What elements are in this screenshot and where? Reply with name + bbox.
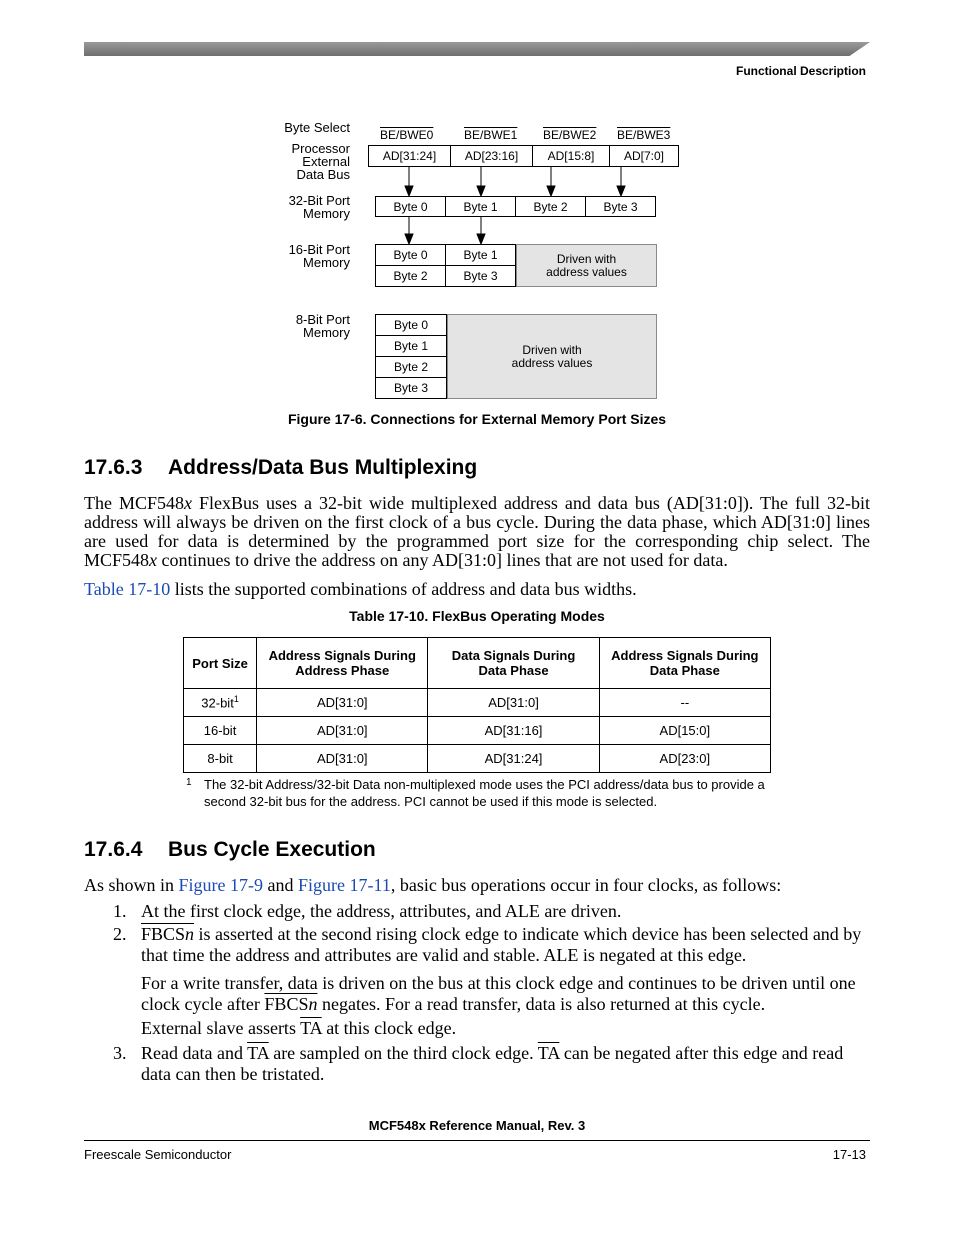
- section1-paragraph: The MCF548x FlexBus uses a 32-bit wide multiplexed address and data bus (AD[31:0]). The full 32-bit address will always be driven on the first clock of a bus cycle. During the data phase, which AD[31:0] lines are used for data is determined by the programmed port size for the corresponding chip select. The MCF548x continues to drive the address on any AD[31:0] lines that are not used for data.: [84, 493, 870, 570]
- step-1: 1. At the first clock edge, the address, attributes, and ALE are driven.: [113, 901, 622, 921]
- mem16-byte1: Byte 1: [445, 244, 516, 266]
- byte-select-label: Byte Select: [284, 120, 350, 135]
- port32-label: 32-Bit Port Memory: [288, 193, 350, 221]
- figure-17-11-link[interactable]: Figure 17-11: [298, 875, 391, 895]
- mem16-byte2: Byte 2: [375, 265, 446, 287]
- table-row: 16-bit AD[31:0] AD[31:16] AD[15:0]: [184, 717, 771, 745]
- bus-lane-15-8: AD[15:8]: [532, 145, 610, 167]
- mem8-byte2: Byte 2: [375, 356, 447, 378]
- table-row: 8-bit AD[31:0] AD[31:24] AD[23:0]: [184, 745, 771, 773]
- step-2: 2. $FBCS\overline{n}$ is asserted at the second rising clock edge to indicate which device has been selected and by that time the address and attributes are valid and stable. ALE is negated at this edge.: [113, 924, 862, 965]
- port16-label: 16-Bit Port Memory: [288, 242, 350, 270]
- header-port-size: Port Size: [184, 638, 257, 689]
- section-heading-17-6-3: 17.6.3 Address/Data Bus Multiplexing: [84, 456, 478, 479]
- table-header-row: [184, 638, 771, 689]
- mem16-driven-area: Driven with address values: [516, 244, 657, 287]
- mem8-byte3: Byte 3: [375, 377, 447, 399]
- port8-label: 8-Bit Port Memory: [295, 312, 350, 340]
- be-bwe3: BE/BWE3: [617, 128, 671, 142]
- mem32-byte1: Byte 1: [445, 196, 516, 217]
- header-data-data-phase: Data Signals During Data Phase: [428, 638, 599, 689]
- table-footnote: 1 The 32-bit Address/32-bit Data non-multiplexed mode uses the PCI address/data bus to provide a second 32-bit bus for the address. PCI cannot be used if this mode is selected.: [186, 777, 765, 809]
- mem8-driven-area: Driven with address values: [447, 314, 657, 399]
- mem32-byte0: Byte 0: [375, 196, 446, 217]
- header-addr-data-phase: Address Signals During Data Phase: [599, 638, 770, 689]
- mem16-byte3: Byte 3: [445, 265, 516, 287]
- port-size-diagram: [0, 0, 954, 410]
- figure-17-9-link[interactable]: Figure 17-9: [178, 875, 264, 895]
- mem32-byte2: Byte 2: [515, 196, 586, 217]
- section2-intro: As shown in Figure 17-9 and Figure 17-11, basic bus operations occur in four clocks, as follows:: [84, 875, 782, 895]
- mem8-byte1: Byte 1: [375, 335, 447, 357]
- processor-bus-label: Processor External Data Bus: [291, 141, 350, 182]
- mem8-byte0: Byte 0: [375, 314, 447, 336]
- footer-title: MCF548x Reference Manual, Rev. 3: [368, 1118, 586, 1133]
- be-bwe2: BE/BWE2: [543, 128, 597, 142]
- figure-caption: Figure 17-6. Connections for External Memory Port Sizes: [287, 411, 667, 427]
- step-2-write-note: For a write transfer, data is driven on the bus at this clock edge and continues to be driven until one clock cycle after $FBCS\overline{n}$ negates. For a read transfer, data is also returned at this cycle.: [141, 973, 856, 1014]
- bus-lane-7-0: AD[7:0]: [609, 145, 679, 167]
- flexbus-modes-table: [183, 637, 771, 773]
- be-bwe1: BE/BWE1: [464, 128, 518, 142]
- step-2-slave-note: External slave asserts $\overline{TA}$ at this clock edge.: [141, 1018, 457, 1038]
- table-row: 32-bit$^1$ AD[31:0] AD[31:0] --: [184, 689, 771, 717]
- bus-lane-31-24: AD[31:24]: [368, 145, 451, 167]
- footer-divider: [84, 1140, 870, 1141]
- table-17-10-link[interactable]: Table 17-10: [84, 579, 171, 599]
- be-bwe0: BE/BWE0: [380, 128, 434, 142]
- header-addr-addr-phase: Address Signals During Address Phase: [257, 638, 428, 689]
- step-3: 3. Read data and $\overline{TA}$ are sampled on the third clock edge. $\overline{TA}$ can be negated after this edge and read data can then be tristated.: [113, 1043, 844, 1084]
- bus-lane-23-16: AD[23:16]: [450, 145, 533, 167]
- running-head: Functional Description: [735, 64, 866, 78]
- table-reference-paragraph: Table 17-10 lists the supported combinations of address and data bus widths.: [84, 579, 637, 599]
- footer-page-number: 17-13: [832, 1147, 866, 1162]
- mem16-byte0: Byte 0: [375, 244, 446, 266]
- table-caption: Table 17-10. FlexBus Operating Modes: [349, 608, 605, 624]
- mem32-byte3: Byte 3: [585, 196, 656, 217]
- section-heading-17-6-4: 17.6.4 Bus Cycle Execution: [84, 838, 376, 861]
- footer-company: Freescale Semiconductor: [84, 1147, 232, 1162]
